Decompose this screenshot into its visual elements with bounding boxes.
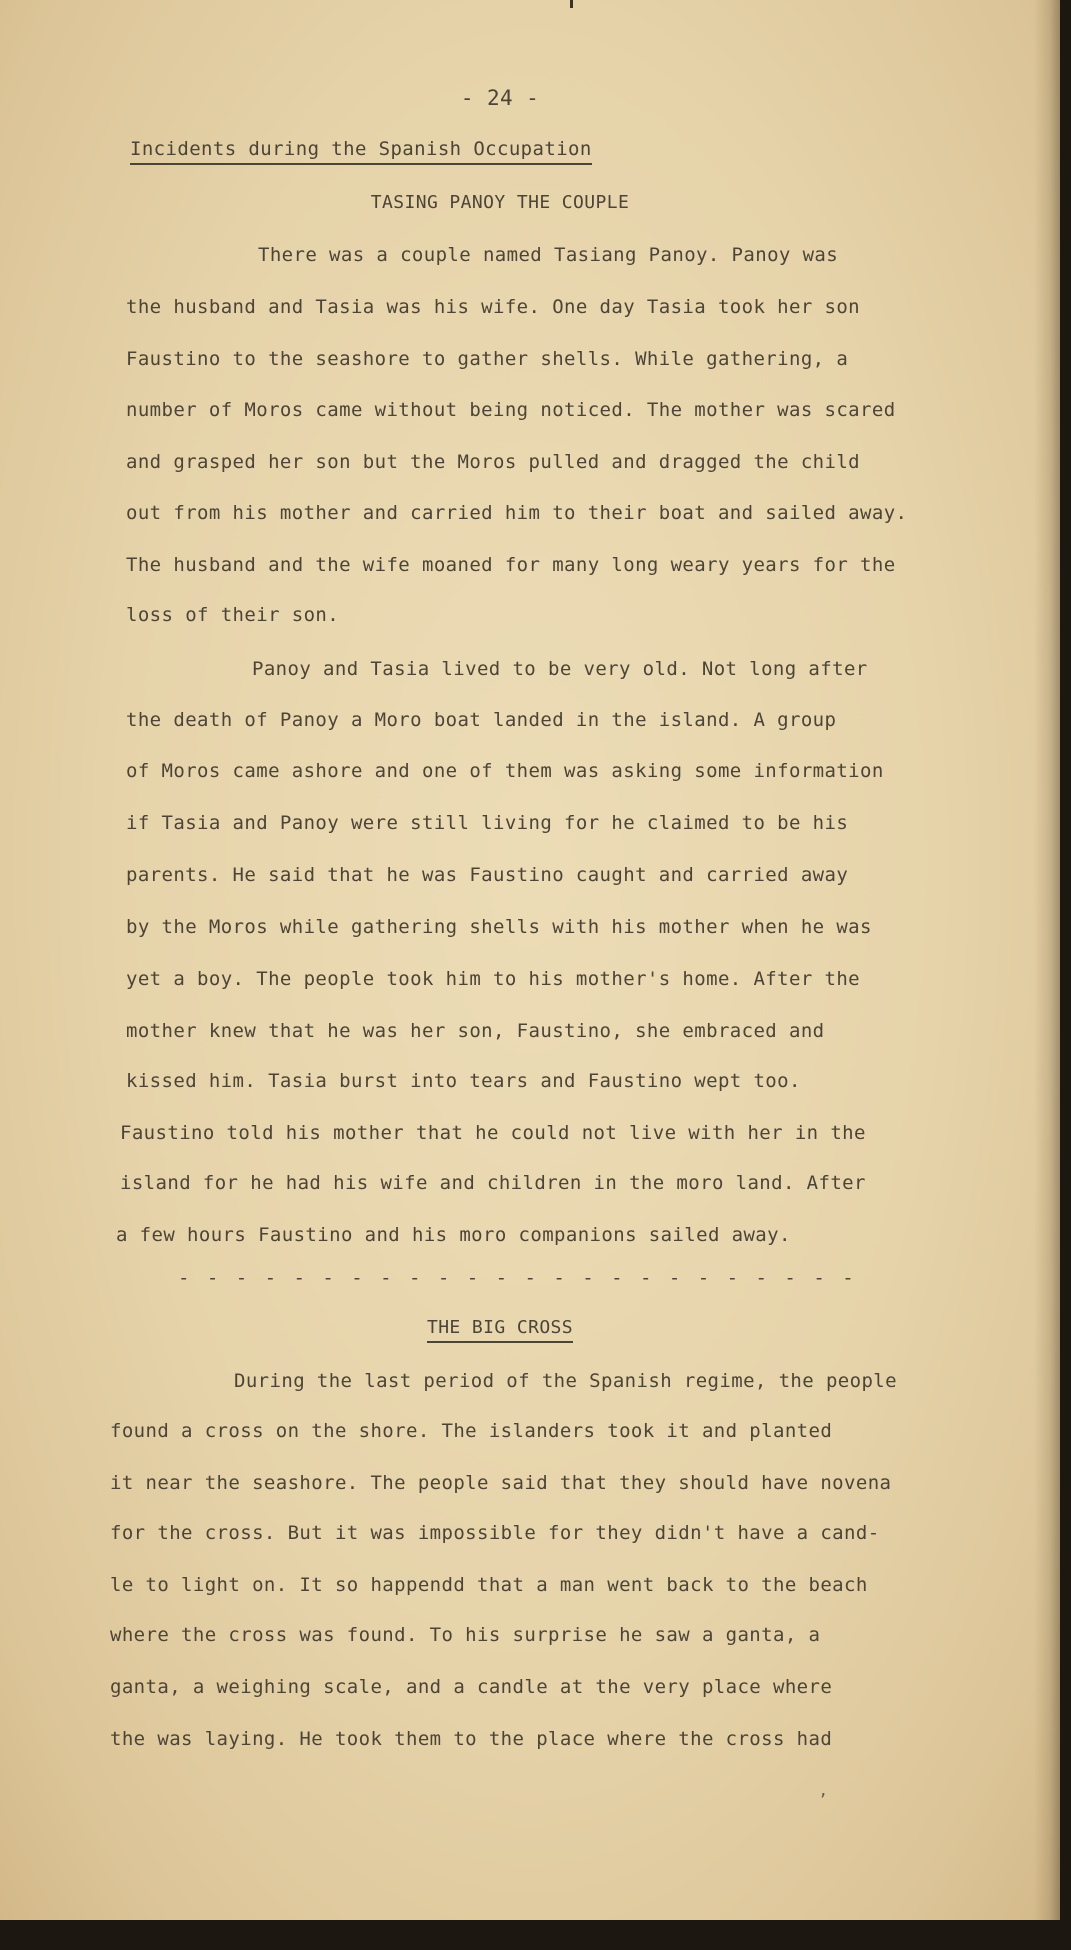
story1-line: if Tasia and Panoy were still living for he claimed to be his — [126, 812, 849, 834]
story2-line: where the cross was found. To his surprise he saw a ganta, a — [110, 1624, 821, 1646]
story1-line: the death of Panoy a Moro boat landed in the island. A group — [126, 709, 837, 731]
story1-line: and grasped her son but the Moros pulled and dragged the child — [126, 451, 861, 473]
story2-line: the was laying. He took them to the place where the cross had — [110, 1728, 833, 1750]
story1-line: loss of their son. — [126, 604, 340, 626]
story1-line: the husband and Tasia was his wife. One day Tasia took her son — [126, 296, 861, 318]
margin-mark — [570, 0, 573, 8]
story1-line: mother knew that he was her son, Faustino, she embraced and — [126, 1020, 825, 1042]
story2-line: ganta, a weighing scale, and a candle at the very place where — [110, 1676, 833, 1698]
pencil-mark: ’ — [818, 1790, 828, 1809]
story2-line: le to light on. It so happendd that a man went back to the beach — [110, 1574, 868, 1596]
story1-line: The husband and the wife moaned for many long weary years for the — [126, 554, 896, 576]
story1-line: There was a couple named Tasiang Panoy. Panoy was — [258, 244, 839, 266]
story1-line: out from his mother and carried him to their boat and sailed away. — [126, 502, 908, 524]
story-title-tasing-panoy: TASING PANOY THE COUPLE — [370, 192, 630, 213]
story1-line: of Moros came ashore and one of them was asking some information — [126, 760, 884, 782]
story1-line: Faustino to the seashore to gather shells. While gathering, a — [126, 348, 849, 370]
story1-line: number of Moros came without being noticed. The mother was scared — [126, 399, 896, 421]
section-divider: - - - - - - - - - - - - - - - - - - - - - - - - — [178, 1267, 857, 1289]
story1-line: kissed him. Tasia burst into tears and Faustino wept too. — [126, 1070, 801, 1092]
story-title-big-cross — [0, 1317, 1000, 1338]
story1-line: by the Moros while gathering shells with his mother when he was — [126, 916, 872, 938]
story2-line: for the cross. But it was impossible for they didn't have a cand- — [110, 1522, 880, 1544]
story2-line: it near the seashore. The people said that they should have novena — [110, 1472, 892, 1494]
story1-line: Panoy and Tasia lived to be very old. Not long after — [252, 658, 868, 680]
story1-line: island for he had his wife and children in the moro land. After — [120, 1172, 866, 1194]
section-heading: Incidents during the Spanish Occupation — [130, 138, 592, 165]
story2-line: During the last period of the Spanish regime, the people — [234, 1370, 897, 1392]
story1-line: yet a boy. The people took him to his mother's home. After the — [126, 968, 861, 990]
story-title-big-cross-text: THE BIG CROSS — [427, 1317, 573, 1343]
story1-line: Faustino told his mother that he could not live with her in the — [120, 1122, 866, 1144]
story2-line: found a cross on the shore. The islanders took it and planted — [110, 1420, 833, 1442]
page-number: - 24 - — [460, 86, 540, 110]
story1-line: parents. He said that he was Faustino caught and carried away — [126, 864, 849, 886]
story1-line: a few hours Faustino and his moro companions sailed away. — [116, 1224, 791, 1246]
